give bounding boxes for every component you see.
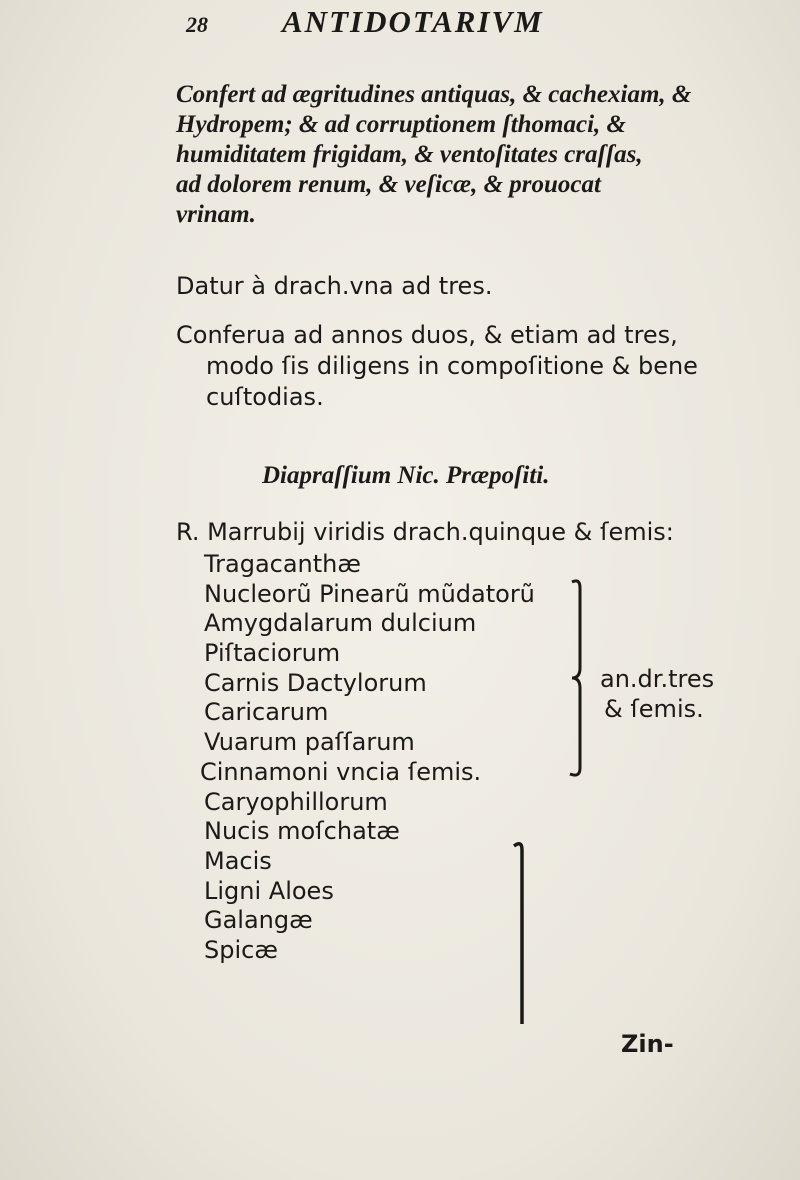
ingredient-item: Macis	[204, 846, 272, 875]
ingredient-item: Vuarum paſſarum	[204, 728, 415, 757]
paragraph-line: Conferua ad annos duos, & etiam ad tres,	[176, 321, 678, 349]
paragraph-line: ad dolorem renum, & veſicæ, & prouocat	[176, 171, 601, 198]
indications-paragraph	[176, 80, 736, 230]
page-number: 28	[186, 12, 208, 37]
ingredient-item: Nucis moſchatæ	[204, 817, 400, 846]
ingredient-item: Amygdalarum dulcium	[204, 609, 477, 638]
running-head: ANTIDOTARIVM	[282, 4, 544, 39]
ingredient-item: Spicæ	[204, 935, 278, 964]
ingredient-item: Caricarum	[204, 698, 329, 727]
conservation-paragraph	[176, 320, 698, 413]
ingredient-item: Ligni Aloes	[204, 876, 334, 905]
recipe-title: Diapraſſium Nic. Præpoſiti.	[262, 462, 550, 489]
catchword: Zin-	[621, 1030, 674, 1058]
dosage-line: Datur à drach.vna ad tres.	[176, 272, 493, 300]
paragraph-line: cuſtodias.	[206, 383, 324, 411]
brace-icon	[508, 838, 538, 1032]
ingredient-item: Caryophillorum	[204, 787, 388, 816]
ingredient-item: Tragacanthæ	[204, 550, 361, 578]
ingredient-item: Nucleorũ Pinearũ mũdatorũ	[204, 579, 535, 608]
group-dose-line: & ſemis.	[604, 695, 704, 723]
ingredient-list	[200, 550, 535, 966]
recipe-intro: R. Marrubij viridis drach.quinque & ſemis:	[176, 518, 674, 546]
ingredient-item: Galangæ	[204, 906, 313, 935]
group-dose-line: an.dr.tres	[600, 665, 715, 693]
ingredient-item: Carnis Dactylorum	[204, 668, 427, 697]
ingredient-item: Piſtaciorum	[204, 639, 341, 668]
brace-icon	[560, 578, 590, 778]
paragraph-line: Confert ad ægritudines antiquas, & cachexiam, &	[176, 81, 692, 108]
paragraph-line: modo ſis diligens in compoſitione & bene	[206, 352, 698, 380]
paragraph-line: Hydropem; & ad corruptionem ſthomaci, &	[176, 111, 626, 138]
paragraph-line: humiditatem frigidam, & ventoſitates craſſas,	[176, 141, 643, 168]
page-header	[0, 4, 800, 44]
paragraph-line: vrinam.	[176, 201, 256, 228]
ingredient-item: Cinnamoni vncia ſemis.	[200, 757, 482, 786]
group-dose	[600, 664, 714, 724]
